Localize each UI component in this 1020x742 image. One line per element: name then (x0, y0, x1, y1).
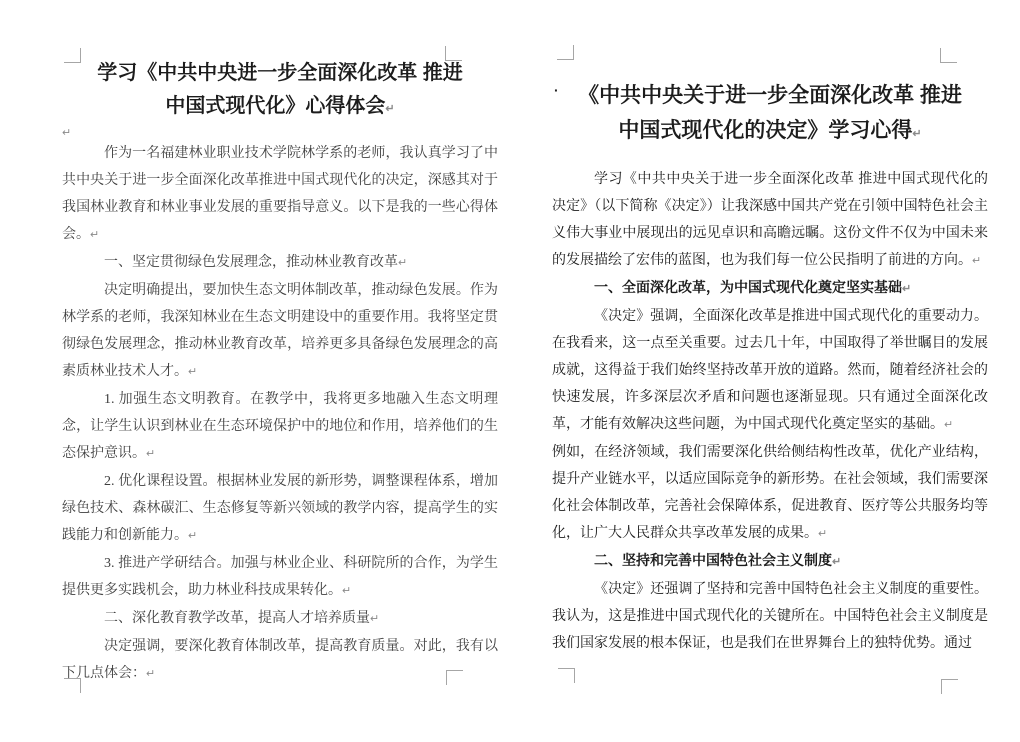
paragraph-text: 作为一名福建林业职业技术学院林学系的老师，我认真学习了中共中央关于进一步全面深化改革推进中国式现代化的决定，深感其对于我国林业教育和林业事业发展的重要指导意义。以下是我的一些心得体会。 (62, 146, 498, 242)
page-left-title (62, 57, 498, 126)
text-boundary-mark-top-right (940, 48, 957, 63)
title-line-2: 中国式现代化》心得体会↵ (62, 90, 498, 126)
page-right-body (552, 166, 988, 657)
section-heading (62, 605, 498, 633)
paragraph-return-mark: ↵ (90, 229, 100, 241)
page-right-title (552, 78, 988, 152)
title-line-2: 中国式现代化的决定》学习心得↵ (552, 113, 988, 152)
empty-paragraph (62, 126, 498, 140)
paragraph-text: 一、坚定贯彻绿色发展理念，推动林业教育改革 (104, 255, 398, 270)
paragraph-return-mark: ↵ (188, 366, 198, 378)
title-bullet-dot: · (554, 82, 559, 98)
paragraph-return-mark: ↵ (342, 585, 352, 597)
paragraph-text: 3. 推进产学研结合。加强与林业企业、科研院所的合作，为学生提供更多实践机会，助力林业科技成果转化。 (62, 556, 498, 598)
text-boundary-mark-bottom-left (558, 668, 575, 683)
page-left-body (62, 140, 498, 688)
paragraph-text: 二、深化教育教学改革，提高人才培养质量 (104, 611, 370, 626)
paragraph-return-mark: ↵ (62, 127, 72, 139)
paragraph-return-mark: ↵ (912, 128, 922, 140)
section-heading (62, 249, 498, 277)
page-right[interactable] (552, 78, 988, 657)
paragraph-return-mark: ↵ (902, 283, 912, 295)
paragraph-text: 《决定》强调，全面深化改革是推进中国式现代化的重要动力。在我看来，这一点至关重要。过去几十年，中国取得了举世瞩目的发展成就，这得益于我们始终坚持改革开放的道路。然而，随着经济社会的快速发展，许多深层次矛盾和问题也逐渐显现。只有通过全面深化改革，才能有效解决这些问题，为中国式现代化奠定坚实的基础。 (552, 309, 988, 432)
title-line-1: 《中共中央关于进一步全面深化改革 推进 (578, 84, 962, 107)
body-paragraph (552, 303, 988, 439)
paragraph-return-mark: ↵ (818, 528, 828, 540)
body-paragraph (62, 140, 498, 249)
section-heading (552, 275, 988, 303)
paragraph-return-mark: ↵ (385, 103, 395, 115)
body-paragraph (552, 166, 988, 275)
title-gap (552, 152, 988, 166)
paragraph-return-mark: ↵ (398, 257, 408, 269)
paragraph-text: 《决定》还强调了坚持和完善中国特色社会主义制度的重要性。我认为，这是推进中国式现代化的关键所在。中国特色社会主义制度是我们国家发展的根本保证，也是我们在世界舞台上的独特优势。通过 (552, 582, 988, 651)
paragraph-text: 决定明确提出，要加快生态文明体制改革，推动绿色发展。作为林学系的老师，我深知林业在生态文明建设中的重要作用。我将坚定贯彻绿色发展理念，推动林业教育改革，培养更多具备绿色发展理念的高素质林业技术人才。 (62, 283, 498, 379)
paragraph-text: 二、坚持和完善中国特色社会主义制度 (594, 554, 832, 569)
body-paragraph (552, 439, 988, 548)
paragraph-return-mark: ↵ (370, 613, 380, 625)
body-paragraph (62, 277, 498, 386)
paragraph-return-mark: ↵ (146, 448, 156, 460)
paragraph-return-mark: ↵ (188, 530, 198, 542)
body-paragraph (62, 550, 498, 605)
text-boundary-mark-bottom-right (941, 679, 958, 694)
title-line-1: 学习《中共中央进一步全面深化改革 推进 (97, 62, 463, 84)
paragraph-text: 2. 优化课程设置。根据林业发展的新形势，调整课程体系，增加绿色技术、森林碳汇、生态修复等新兴领域的教学内容，提高学生的实践能力和创新能力。 (62, 474, 498, 543)
body-paragraph (62, 386, 498, 468)
paragraph-text: 一、全面深化改革，为中国式现代化奠定坚实基础 (594, 281, 902, 296)
paragraph-text: 学习《中共中央关于进一步全面深化改革 推进中国式现代化的决定》（以下简称《决定》）让我深感中国共产党在引领中国特色社会主义伟大事业中展现出的远见卓识和高瞻远瞩。这份文件不仅为中国未来的发展描绘了宏伟的蓝图，也为我们每一位公民指明了前进的方向。 (552, 172, 988, 268)
paragraph-return-mark: ↵ (146, 668, 156, 680)
paragraph-return-mark: ↵ (944, 419, 954, 431)
text-boundary-mark-top-left (557, 45, 574, 60)
paragraph-text: 1. 加强生态文明教育。在教学中，我将更多地融入生态文明理念，让学生认识到林业在生态环境保护中的地位和作用，培养他们的生态保护意识。 (62, 392, 498, 461)
paragraph-return-mark: ↵ (972, 255, 982, 267)
body-paragraph (62, 633, 498, 688)
paragraph-text: 例如，在经济领域，我们需要深化供给侧结构性改革，优化产业结构，提升产业链水平，以适应国际竞争的新形势。在社会领域，我们需要深化社会体制改革，完善社会保障体系，促进教育、医疗等公共服务均等化，让广大人民群众共享改革发展的成果。 (552, 445, 988, 541)
paragraph-text: 决定强调，要深化教育体制改革，提高教育质量。对此，我有以下几点体会： (62, 639, 498, 681)
body-paragraph (62, 468, 498, 550)
section-heading (552, 548, 988, 576)
page-left[interactable] (62, 57, 498, 688)
body-paragraph (552, 576, 988, 657)
paragraph-return-mark: ↵ (832, 556, 842, 568)
